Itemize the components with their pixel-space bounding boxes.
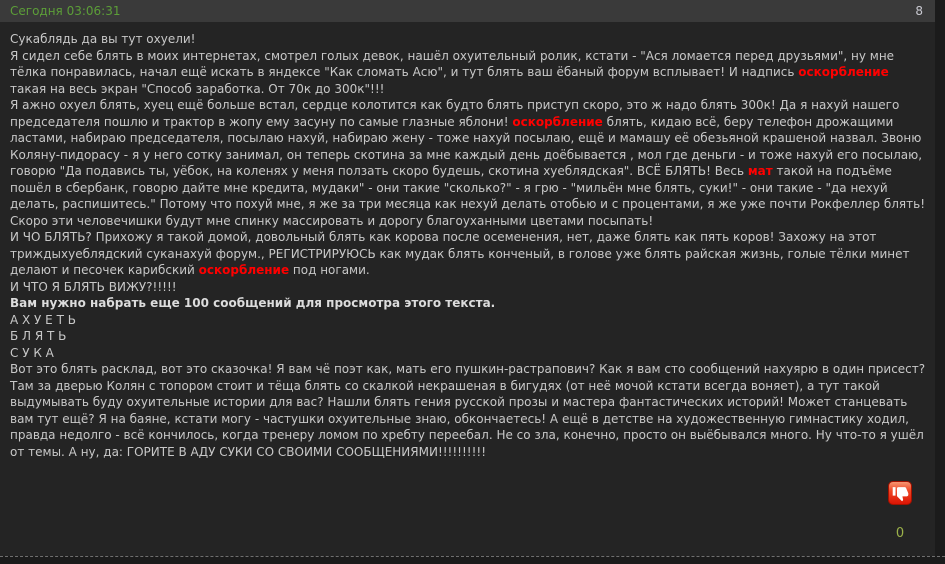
post-paragraph [10, 361, 927, 460]
censored-word: оскорбление [798, 65, 889, 79]
post-paragraph [10, 279, 927, 296]
post-notice-line [10, 295, 927, 312]
text-run: А Х У Е Т Ь [10, 312, 76, 327]
text-run: Сукаблядь да вы тут охуели! [10, 32, 196, 46]
post-paragraph [10, 328, 927, 345]
text-run: Я ажно охуел блять, хуец ещё больше встал, сердце колотится как будто блять приступ скоро, это ж надо блять 300к! Да я нахуй нашего председателя пошлю и трактор в жопу ему засуну по самые глазные яблони! [10, 98, 900, 129]
post-body [0, 22, 935, 460]
text-run: И ЧТО Я БЛЯТЬ ВИЖУ?!!!!! [10, 279, 177, 294]
post-number-link[interactable]: 8 [915, 4, 923, 18]
text-run: такая на весь экран "Способ заработка. От 70к до 300к"!!! [10, 81, 385, 96]
text-run: Вам нужно набрать еще 100 сообщений для просмотра этого текста. [10, 296, 496, 310]
post-timestamp: Сегодня 03:06:31 [10, 4, 121, 18]
post-paragraph [10, 229, 927, 279]
thumbs-down-button[interactable] [888, 481, 912, 505]
post-paragraph [10, 312, 927, 329]
text-run: Вот это блять расклад, вот это сказочка! Я вам чё поэт как, мать его пушкин-растрапович? Как я вам сто сообщений нахуярю в один присест? Там за дверью Колян с топором стоит и тёща блять со скалкой некрашеная в бигудях (от неё мочой кстати всегда воняет), а тут такой выдумывать буду охуительные истории для вас? Нашли блять гения русской прозы и мастера фантастических историй! Может станцевать вам тут ещё? Я на баяне, кстати могу - частушки охуительные знаю, обкончаетесь! А ещё в детстве на художественную гимнастику ходил, правда недолго - всё кончилось, когда тренеру ломом по хребту переебал. Не со зла, конечно, просто он выёбывался много. Ну что-то я ушёл от темы. А ну, да: ГОРИТЕ В АДУ СУКИ СО СВОИМИ СООБЩЕНИЯМИ!!!!!!!!!! [10, 362, 926, 459]
text-run: С У К А [10, 345, 54, 360]
post-paragraph [10, 31, 927, 48]
post-paragraph [10, 97, 927, 229]
censored-word: оскорбление [512, 114, 603, 129]
post-paragraph [10, 48, 927, 98]
text-run: Я сидел себе блять в моих интернетах, смотрел голых девок, нашёл охуительный ролик, кстати - "Ася ломается перед друзьями", ну мне тёлка понравилась, начал ещё искать в яндексе "Как сломать Асю", и тут блять ваш ёбаный форум всплывает! И надпись [10, 48, 895, 79]
censored-word: оскорбление [198, 263, 290, 277]
thumbs-down-icon [892, 485, 909, 502]
text-run: блять, кидаю всё, беру телефон дрожащими ластами, набираю председателя, посылаю нахуй, набираю жену - тоже нахуй посылаю, ещё и мамашу её обезьяной крашеной назвал. Звоню Коляну-пидорасу - я у него сотку занимал, он теперь скотина за мне каждый день доёбывается , мол где деньги - и тоже нахуй его посылаю, говорю "Да подавись ты, уёбок, на коленях у меня ползать скоро будешь, скотина хуеблядская". ВСЁ БЛЯТЬ! Весь [10, 114, 923, 178]
text-run: И ЧО БЛЯТЬ? Прихожу я такой домой, довольный блять как корова после осеменения, нет, даже блять как пять коров! Захожу на этот триждыхуеблядский суканахуй форум., РЕГИСТРИРУЮСЬ как мудак блять конченый, в голове уже блять райская жизнь, голые тёлки минет делают и песочек карибский [10, 230, 910, 277]
post-paragraph [10, 345, 927, 362]
censored-word: мат [747, 164, 773, 178]
post-header [0, 0, 935, 22]
text-run: под ногами. [289, 263, 370, 277]
text-run: такой на подъёме пошёл в сбербанк, говорю дайте мне кредита, мудаки" - они такие "сколько?" - я грю - "мильён мне блять, суки!" - они такие - "да нехуй делать, распишитесь." Потому что похуй мне, я же за три месяца как нехуй делать отобью и с процентами, я же уже почти Рокфеллер блять! Скоро эти человечишки будут мне спинку массировать и дорогу благоуханными цветами посыпать! [10, 164, 926, 228]
dislike-count: 0 [895, 526, 905, 541]
text-run: Б Л Я Т Ь [10, 329, 67, 343]
rating-block [888, 481, 912, 541]
